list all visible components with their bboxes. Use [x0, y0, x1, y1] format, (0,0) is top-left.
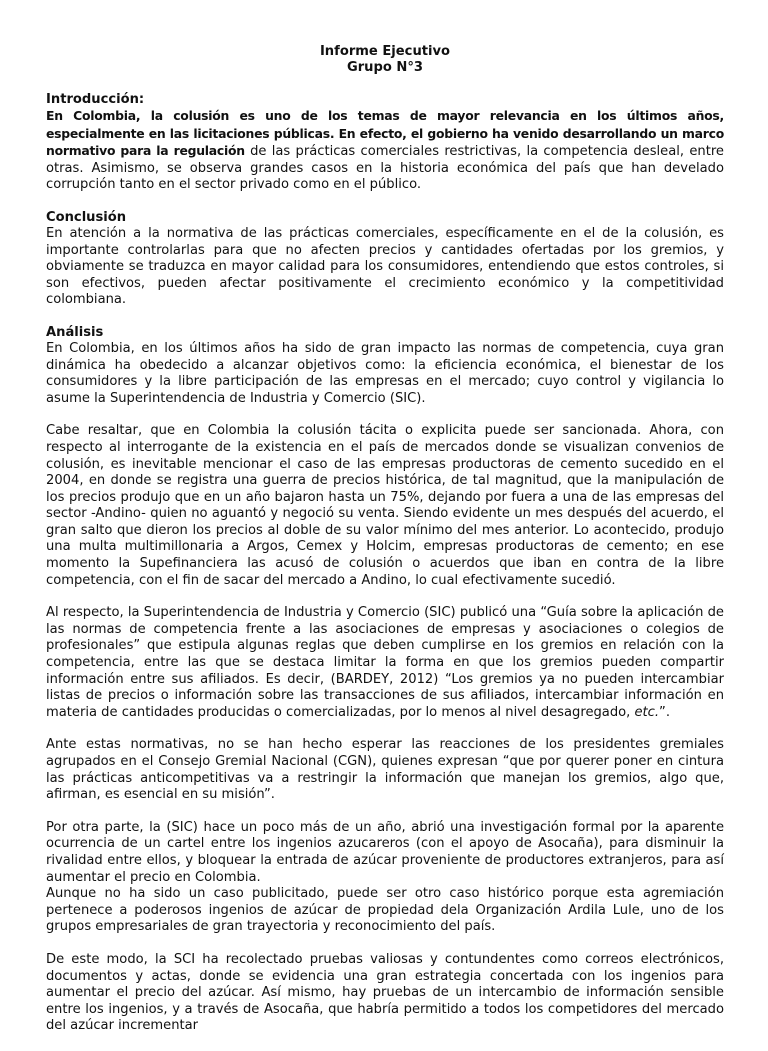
section-conclusion: [46, 210, 724, 309]
section-analisis: [46, 325, 724, 1035]
introduccion-paragraph: [46, 108, 724, 194]
document-subtitle: Grupo N°3: [346, 60, 424, 75]
document-page: [46, 44, 724, 1051]
analisis-p3-etc: etc.: [634, 704, 660, 720]
analisis-paragraph-5b: Aunque no ha sido un caso publicitado, puede ser otro caso histórico porque esta agremiación pertenece a poderosos ingenios de azúcar de propiedad dela Organización Ardila Lule, uno de los grupos empresariales de gran trayectoria y reconocimiento del país.: [46, 886, 724, 935]
conclusion-paragraph: En atención a la normativa de las prácticas comerciales, específicamente en el de la colusión, es importante controlarlas para que no afecten precios y cantidades ofertadas por los gremios, y obviamente se traduzca en mayor calidad para los consumidores, entendiendo que estos controles, si son efectivos, pueden afectar positivamente el crecimiento económico y la competitividad colombiana.: [46, 225, 724, 308]
analisis-p3-end: ”.: [659, 704, 670, 720]
document-title: Informe Ejecutivo: [319, 44, 451, 59]
analisis-p3-main: Al respecto, la Superintendencia de Industria y Comercio (SIC) publicó una “Guía sobre la aplicación de las normas de competencia frente a las asociaciones de empresas y asociaciones o colegios de profesionales” que estipula algunas reglas que deben cumplirse en los gremios en relación con la competencia, entre las que se destaca limitar la forma en que los gremios pueden compartir información entre sus afiliados. Es decir, (BARDEY, 2012) “Los gremios ya no pueden intercambiar listas de precios o información sobre las transacciones de sus afiliados, intercambiar información en materia de cantidades producidas o comercializadas, por lo menos al nivel desagregado,: [46, 605, 724, 720]
analisis-paragraph-1: En Colombia, en los últimos años ha sido de gran impacto las normas de competencia, cuya gran dinámica ha obedecido a alcanzar objetivos como: la eficiencia económica, el bienestar de los consumidores y la libre participación de las empresas en el mercado; cuyo control y vigilancia lo asume la Superintendencia de Industria y Comercio (SIC).: [46, 340, 724, 406]
section-introduccion: [46, 92, 724, 194]
analisis-paragraph-2: Cabe resaltar, que en Colombia la colusión tácita o explicita puede ser sancionada. Ahora, con respecto al interrogante de la existencia en el país de mercados donde se visualizan convenios de colusión, es inevitable mencionar el caso de las empresas productoras de cemento sucedido en el 2004, en donde se registra una guerra de precios histórica, de tal magnitud, que la manipulación de los precios produjo que en un año bajaron hasta un 75%, dejando por fuera a una de las empresas del sector -Andino- quien no aguantó y negoció su venta. Siendo evidente un mes después del acuerdo, el gran salto que dieron los precios al doble de su valor mínimo del mes anterior. Lo acontecido, produjo una multa multimillonaria a Argos, Cemex y Holcim, empresas productoras de cemento; en ese momento la Supefinanciera las acusó de colusión o acuerdos que iban en contra de la libre competencia, con el fin de sacar del mercado a Andino, lo cual efectivamente sucedió.: [46, 423, 724, 588]
analisis-paragraph-5a: Por otra parte, la (SIC) hace un poco más de un año, abrió una investigación formal por la aparente ocurrencia de un cartel entre los ingenios azucareros (con el apoyo de Asocaña), para disminuir la rivalidad entre ellos, y bloquear la entrada de azúcar proveniente de productores extranjeros, para así aumentar el precio en Colombia.: [46, 819, 724, 885]
introduccion-text: de las prácticas comerciales restrictivas, la competencia desleal, entre otras. Asimismo, se observa grandes casos en la historia económica del país que han develado corrupción tanto en el sector privado como en el público.: [46, 144, 724, 193]
analisis-paragraph-6: De este modo, la SCI ha recolectado pruebas valiosas y contundentes como correos electrónicos, documentos y actas, donde se evidencia una gran estrategia concertada con los ingenios para aumentar el precio del azúcar. Así mismo, hay pruebas de un intercambio de información sensible entre los ingenios, y a través de Asocaña, que habría permitido a todos los competidores del mercado del azúcar incrementar: [46, 951, 724, 1034]
analisis-heading: Análisis: [46, 324, 104, 340]
document-header: [46, 44, 724, 76]
analisis-paragraph-4: Ante estas normativas, no se han hecho esperar las reacciones de los presidentes gremiales agrupados en el Consejo Gremial Nacional (CGN), quienes expresan “que por querer poner en cintura las prácticas anticompetitivas va a restringir la información que manejan los gremios, algo que, afirman, es esencial en su misión”.: [46, 737, 724, 803]
conclusion-heading: Conclusión: [46, 209, 127, 225]
analisis-paragraph-3: [46, 605, 724, 721]
introduccion-heading: Introducción:: [46, 92, 145, 107]
introduccion-bold-text: En Colombia, la colusión es uno de los temas de mayor relevancia en los últimos años, especialmente en las licitaciones públicas. En efecto, el gobierno ha venido desarrollando un marco normativo para la regulación: [46, 108, 724, 159]
